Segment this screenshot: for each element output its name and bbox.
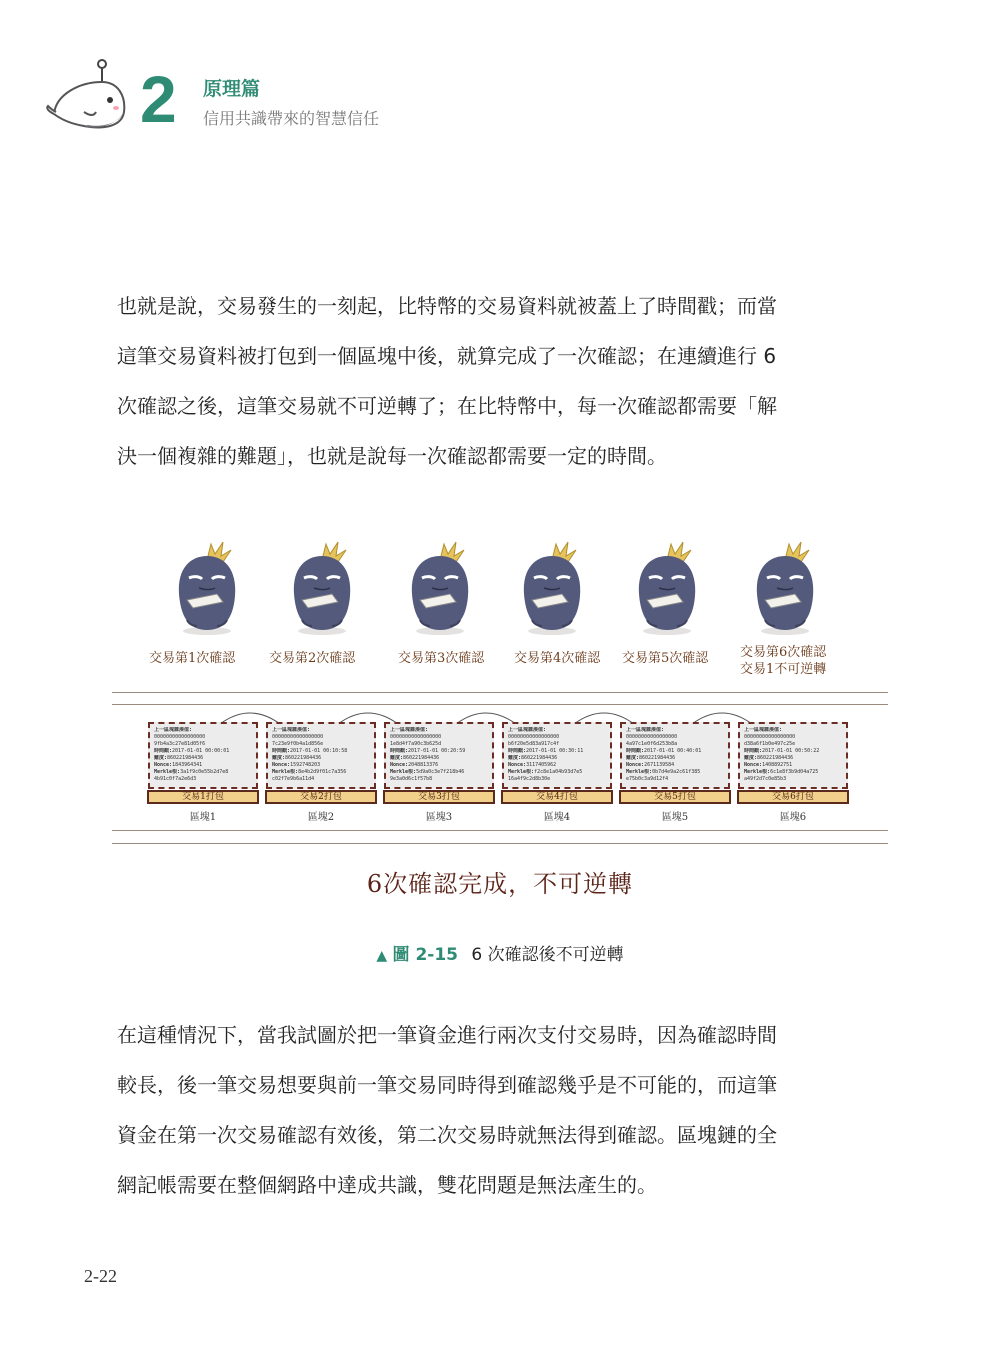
block-field-label: 時間戳: [626, 748, 645, 754]
block-field-label: Merkle根: [272, 769, 299, 775]
block-field-value: 6c1e8f3b9d04a725 [770, 769, 819, 775]
block-name: 區塊1 [189, 812, 217, 823]
block-field [390, 727, 488, 734]
block-field-value: 16a4f9c2d8b30e [508, 776, 551, 782]
block-field-value: 2017-01-01 00:20:59 [408, 748, 466, 754]
paragraph-line: 次確認之後，這筆交易就不可逆轉了；在比特幣中，每一次確認都需要「解 [117, 394, 777, 418]
page-number: 2-22 [84, 1266, 117, 1286]
block-field-label: 上一區塊雜湊值: [626, 727, 665, 733]
block-field-label: 難度: [508, 755, 522, 761]
confirmation-label-6-line-2: 交易1不可逆轉 [740, 662, 827, 677]
block-field-label: Nonce: [508, 762, 527, 768]
block-field-label: 難度: [744, 755, 758, 761]
block-field-label: 上一區塊雜湊值: [744, 727, 783, 733]
block-field-label: Merkle根: [626, 769, 653, 775]
body-paragraph-1 [117, 281, 889, 481]
miner-character-icon [745, 538, 825, 638]
block-field [390, 734, 488, 741]
block-field [508, 755, 606, 762]
block-field-label: 難度: [154, 755, 168, 761]
block-field [390, 776, 488, 783]
block-field [272, 762, 370, 769]
paragraph-line: 這筆交易資料被打包到一個區塊中後，就算完成了一次確認；在連續進行 6 [117, 344, 777, 368]
rail-line [112, 704, 888, 705]
block-field [390, 741, 488, 748]
block-field [744, 755, 842, 762]
block-field-value: 9e3a0d6c1f57b8 [390, 776, 433, 782]
block-field-value: b6f20e5d83a917c4f [508, 741, 560, 747]
pack-label: 交易5打包 [619, 790, 731, 804]
block-field-value: 5d9a0c3e7f218b46 [416, 769, 465, 775]
block-field [272, 748, 370, 755]
paragraph-line: 較長，後一筆交易想要與前一筆交易同時得到確認幾乎是不可能的，而這筆 [117, 1073, 777, 1097]
block-field-label: 難度: [626, 755, 640, 761]
block-field-value: 860221984436 [403, 755, 440, 761]
block-field [154, 748, 252, 755]
pack-label: 交易6打包 [737, 790, 849, 804]
block-field-value: d38a6f1b0e497c25e [744, 741, 796, 747]
confirmation-label-4: 交易第4次確認 [514, 651, 601, 666]
block-field [390, 769, 488, 776]
block-field [154, 734, 252, 741]
block-field [154, 741, 252, 748]
block-field-value: 3a1f9c0e55b2d7e8 [180, 769, 229, 775]
miner-character-icon [627, 538, 707, 638]
paragraph-line: 也就是說，交易發生的一刻起，比特幣的交易資料就被蓋上了時間戳；而當 [117, 294, 777, 318]
block-field-label: Nonce: [272, 762, 291, 768]
block-field-label: 時間戳: [272, 748, 291, 754]
block-field-label: 難度: [272, 755, 286, 761]
chapter-title: 原理篇 [203, 78, 261, 100]
block-field-label: 時間戳: [390, 748, 409, 754]
rail-line [112, 830, 888, 831]
block-field-label: 時間戳: [508, 748, 527, 754]
chapter-number: 2 [140, 62, 177, 136]
block-field-label: Merkle根: [508, 769, 535, 775]
block-field-value: 00000000000000000 [272, 734, 324, 740]
block-field [626, 748, 724, 755]
block-field [154, 755, 252, 762]
figure-caption [0, 940, 1000, 965]
block-field-value: 00000000000000000 [508, 734, 560, 740]
block-field-value: 1592748203 [290, 762, 321, 768]
block-field-label: 上一區塊雜湊值: [272, 727, 311, 733]
block-field [390, 755, 488, 762]
paragraph-line: 決一個複雜的難題」，也就是說每一次確認都需要一定的時間。 [117, 444, 667, 468]
block-field-value: 8e4b2d9f01c7a356 [298, 769, 347, 775]
block-field [272, 755, 370, 762]
block-field [626, 727, 724, 734]
block-field-value: 2017-01-01 00:40:01 [644, 748, 702, 754]
block-name: 區塊5 [661, 812, 689, 823]
block-field-value: 860221984436 [757, 755, 794, 761]
miner-character-icon [400, 538, 480, 638]
block-field-value: 4a97c1e0f6d253b8a [626, 741, 678, 747]
pack-label: 交易4打包 [501, 790, 613, 804]
block-field-value: 00000000000000000 [390, 734, 442, 740]
block-field-value: 3117405962 [526, 762, 557, 768]
triangle-icon: ▲ [376, 948, 388, 964]
confirmation-label-6-line-1: 交易第6次確認 [740, 645, 827, 660]
block-field-label: Nonce: [390, 762, 409, 768]
block-field [626, 776, 724, 783]
block-field-label: 時間戳: [154, 748, 173, 754]
block-field [626, 769, 724, 776]
block-field-label: 上一區塊雜湊值: [508, 727, 547, 733]
block-card [738, 722, 848, 789]
confirmation-label-6 [740, 644, 826, 678]
block-field [154, 769, 252, 776]
block-field-label: Nonce: [744, 762, 763, 768]
paragraph-line: 在這種情況下，當我試圖於把一筆資金進行兩次支付交易時，因為確認時間 [117, 1023, 777, 1047]
paragraph-line: 資金在第一次交易確認有效後，第二次交易時就無法得到確認。區塊鏈的全 [117, 1123, 777, 1147]
block-field [508, 734, 606, 741]
block-field [508, 727, 606, 734]
pack-label: 交易3打包 [383, 790, 495, 804]
rail-line [112, 843, 888, 844]
block-field-value: 1e8d4f7a90c3b625d [390, 741, 442, 747]
chapter-subtitle: 信用共識帶來的智慧信任 [203, 109, 380, 128]
block-field-label: 時間戳: [744, 748, 763, 754]
block-field-value: 2017-01-01 00:10:58 [290, 748, 348, 754]
block-field [626, 741, 724, 748]
confirmation-label-2: 交易第2次確認 [269, 651, 356, 666]
pack-label: 交易2打包 [265, 790, 377, 804]
figure-banner: 6次確認完成，不可逆轉 [366, 870, 634, 898]
block-field [390, 762, 488, 769]
block-field [626, 762, 724, 769]
block-field [508, 762, 606, 769]
block-card [148, 722, 258, 789]
block-field [744, 734, 842, 741]
block-field [154, 776, 252, 783]
block-field-label: 難度: [390, 755, 404, 761]
block-field-label: 上一區塊雜湊值: [154, 727, 193, 733]
block-field-value: 2017-01-01 00:00:01 [172, 748, 230, 754]
block-field [272, 727, 370, 734]
block-field [744, 776, 842, 783]
block-field-label: Merkle根: [744, 769, 771, 775]
block-card [620, 722, 730, 789]
miner-character-icon [512, 538, 592, 638]
miner-character-icon [167, 538, 247, 638]
block-field [744, 748, 842, 755]
block-field [744, 762, 842, 769]
caption-text: 6 次確認後不可逆轉 [471, 945, 624, 965]
block-field-value: 1843964341 [172, 762, 203, 768]
block-field [744, 727, 842, 734]
block-name: 區塊3 [425, 812, 453, 823]
block-field [272, 734, 370, 741]
block-field [390, 748, 488, 755]
block-field-value: 9fb4a3c27e81d05f6 [154, 741, 206, 747]
block-field-value: 7c23e9f0b4a1d856e [272, 741, 324, 747]
block-card [502, 722, 612, 789]
block-field-value: 2048813376 [408, 762, 439, 768]
block-card [384, 722, 494, 789]
block-card [266, 722, 376, 789]
block-field [508, 748, 606, 755]
block-field [508, 741, 606, 748]
block-field-label: Merkle根: [390, 769, 417, 775]
confirmation-label-5: 交易第5次確認 [622, 651, 709, 666]
block-field-value: 0b7d4e9a2c61f385 [652, 769, 701, 775]
block-field-label: Nonce: [154, 762, 173, 768]
block-field [508, 776, 606, 783]
block-field [744, 769, 842, 776]
block-field-value: 1408892751 [762, 762, 793, 768]
block-name: 區塊6 [779, 812, 807, 823]
block-field-value: c02f7e9b6a11d4 [272, 776, 315, 782]
block-field [272, 741, 370, 748]
block-field [508, 769, 606, 776]
confirmation-label-1: 交易第1次確認 [149, 651, 236, 666]
block-field [744, 741, 842, 748]
block-field-value: 860221984436 [285, 755, 322, 761]
block-field-value: a49f2d7c0e85b3 [744, 776, 787, 782]
block-field-value: 2017-01-01 00:50:22 [762, 748, 820, 754]
block-field-value: 2671139584 [644, 762, 675, 768]
block-field-value: 00000000000000000 [154, 734, 206, 740]
block-field-value: 4b91c0f7a2e6d3 [154, 776, 197, 782]
block-field-value: 860221984436 [167, 755, 204, 761]
block-field [272, 776, 370, 783]
body-paragraph-2 [117, 1010, 889, 1210]
block-name: 區塊4 [543, 812, 571, 823]
block-field [272, 769, 370, 776]
block-field [154, 762, 252, 769]
confirmation-label-3: 交易第3次確認 [398, 651, 485, 666]
block-field-label: Nonce: [626, 762, 645, 768]
rail-line [112, 692, 888, 693]
block-field-value: 860221984436 [639, 755, 676, 761]
block-field-value: 00000000000000000 [744, 734, 796, 740]
block-field-label: 上一區塊雜湊值: [390, 727, 429, 733]
paragraph-line: 網記帳需要在整個網路中達成共識，雙花問題是無法產生的。 [117, 1173, 657, 1197]
caption-number: 圖 2-15 [392, 945, 458, 965]
block-field-value: 2017-01-01 00:30:11 [526, 748, 584, 754]
block-name: 區塊2 [307, 812, 335, 823]
block-field-value: 860221984436 [521, 755, 558, 761]
block-field-value: 00000000000000000 [626, 734, 678, 740]
block-field-label: Merkle根: [154, 769, 181, 775]
block-field-value: f2c8e1a04b93d7e5 [534, 769, 583, 775]
miner-character-icon [282, 538, 362, 638]
block-field [154, 727, 252, 734]
block-field [626, 755, 724, 762]
block-field [626, 734, 724, 741]
mascot-whale-icon [44, 56, 134, 136]
block-field-value: e75b0c3a9d12f4 [626, 776, 669, 782]
pack-label: 交易1打包 [147, 790, 259, 804]
